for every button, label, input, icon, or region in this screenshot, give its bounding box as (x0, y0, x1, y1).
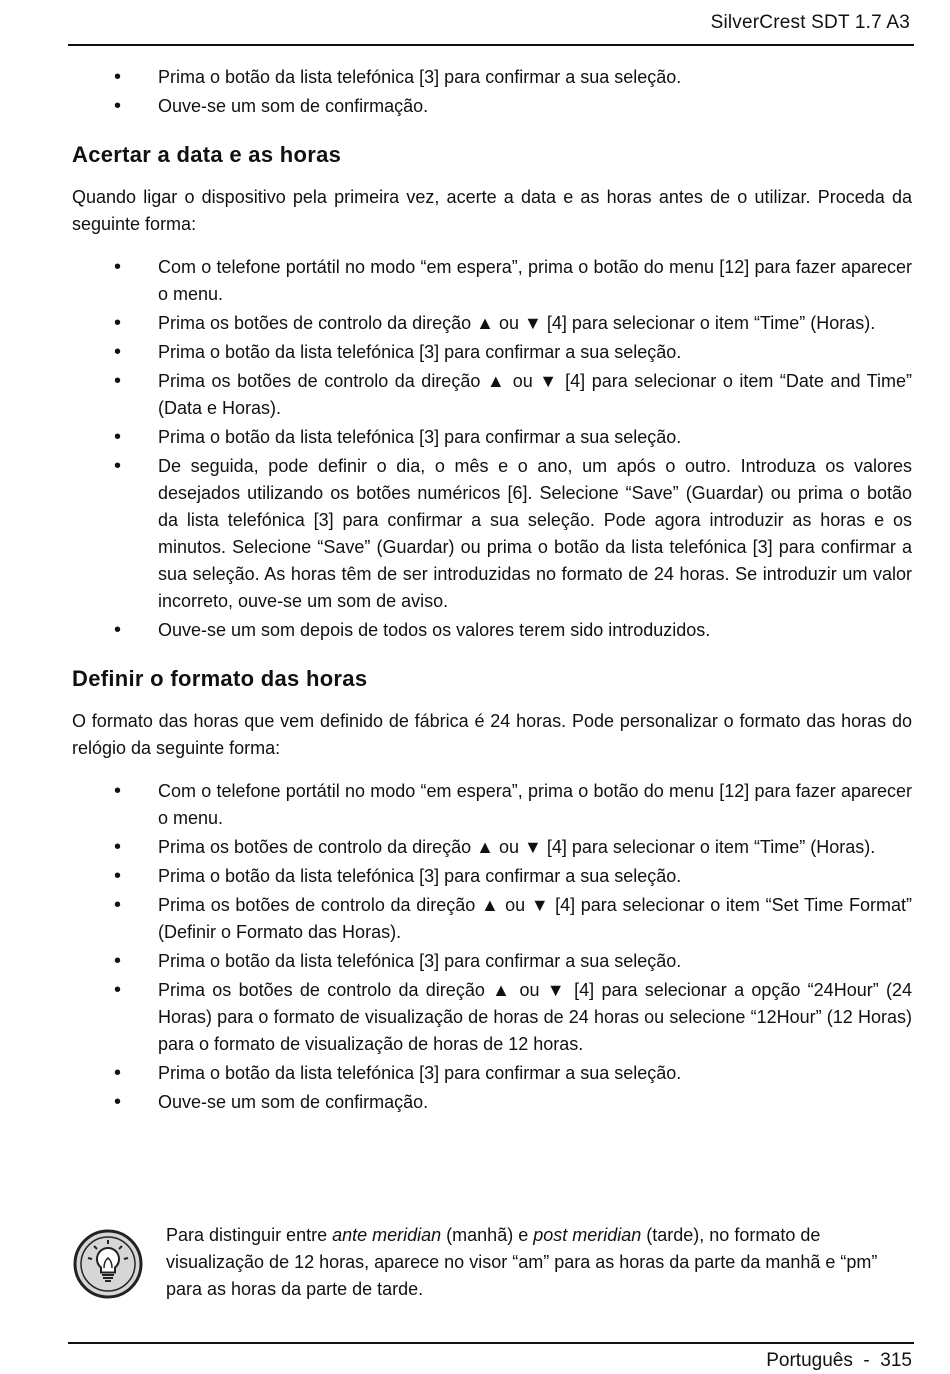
list-item: • Prima os botões de controlo da direção ▲ ou ▼ [4] para selecionar a opção “24Hour” (24 Horas) para o formato de visualização de horas de 24 horas ou selecione “12Hour” (12 Horas) para o formato de visualização de horas de 12 horas. (72, 977, 912, 1058)
list-item: • Prima o botão da lista telefónica [3] para confirmar a sua seleção. (72, 863, 912, 890)
header-title: SilverCrest SDT 1.7 A3 (710, 12, 910, 33)
section-paragraph: Quando ligar o dispositivo pela primeira vez, acerte a data e as horas antes de o utilizar. Proceda da seguinte forma: (72, 187, 912, 234)
list-item: • Prima os botões de controlo da direção ▲ ou ▼ [4] para selecionar o item “Set Time Format” (Definir o Formato das Horas). (72, 892, 912, 946)
tip-text-part: (tarde), no formato de visualização de 12 horas, aparece no visor “am” para as horas da parte da manhã e “pm” para as horas da parte de tarde. (166, 1225, 878, 1299)
list-item: • Prima o botão da lista telefónica [3] para confirmar a sua seleção. (72, 339, 912, 366)
section-paragraph: O formato das horas que vem definido de fábrica é 24 horas. Pode personalizar o formato das horas do relógio da seguinte forma: (72, 711, 912, 758)
list-item: • Prima os botões de controlo da direção ▲ ou ▼ [4] para selecionar o item “Date and Time” (Data e Horas). (72, 368, 912, 422)
list-item: • De seguida, pode definir o dia, o mês e o ano, um após o outro. Introduza os valores desejados utilizando os botões numéricos [6]. Selecione “Save” (Guardar) ou prima o botão da lista telefónica [3] para confirmar a sua seleção. Pode agora introduzir as horas e os minutos. Selecione “Save” (Guardar) ou prima o botão da lista telefónica [3] para confirmar a sua seleção. As horas têm de ser introduzidas no formato de 24 horas. Se introduzir um valor incorreto, ouve-se um som de aviso. (72, 453, 912, 615)
list-item: • Prima o botão da lista telefónica [3] para confirmar a sua seleção. (72, 948, 912, 975)
list-item: • Prima o botão da lista telefónica [3] para confirmar a sua seleção. (72, 1060, 912, 1087)
tip-box (72, 1222, 912, 1312)
footer-rule (68, 1342, 914, 1344)
header-rule (68, 44, 914, 46)
intro-bullet-list (72, 64, 912, 120)
section1-bullet-list (72, 254, 912, 644)
tip-text-part: (manhã) e (441, 1225, 534, 1245)
list-item: • Ouve-se um som de confirmação. (72, 93, 912, 120)
list-item: • Ouve-se um som depois de todos os valores terem sido introduzidos. (72, 617, 912, 644)
list-item: • Prima o botão da lista telefónica [3] para confirmar a sua seleção. (72, 424, 912, 451)
list-item: • Com o telefone portátil no modo “em espera”, prima o botão do menu [12] para fazer aparecer o menu. (72, 778, 912, 832)
page-number: Português - 315 (766, 1350, 912, 1371)
list-item: • Ouve-se um som de confirmação. (72, 1089, 912, 1116)
lightbulb-icon (72, 1228, 144, 1300)
section-heading: Acertar a data e as horas (72, 142, 342, 167)
tip-term-ante-meridian: ante meridian (332, 1225, 442, 1245)
list-item: • Com o telefone portátil no modo “em espera”, prima o botão do menu [12] para fazer aparecer o menu. (72, 254, 912, 308)
tip-text-part: Para distinguir entre (166, 1225, 333, 1245)
tip-text (166, 1222, 896, 1303)
list-item: • Prima os botões de controlo da direção ▲ ou ▼ [4] para selecionar o item “Time” (Horas). (72, 310, 912, 337)
section2-bullet-list (72, 778, 912, 1116)
list-item: • Prima o botão da lista telefónica [3] para confirmar a sua seleção. (72, 64, 912, 91)
page-content (72, 64, 912, 1118)
list-item: • Prima os botões de controlo da direção ▲ ou ▼ [4] para selecionar o item “Time” (Horas). (72, 834, 912, 861)
tip-term-post-meridian: post meridian (533, 1225, 642, 1245)
section-heading: Definir o formato das horas (72, 666, 368, 691)
